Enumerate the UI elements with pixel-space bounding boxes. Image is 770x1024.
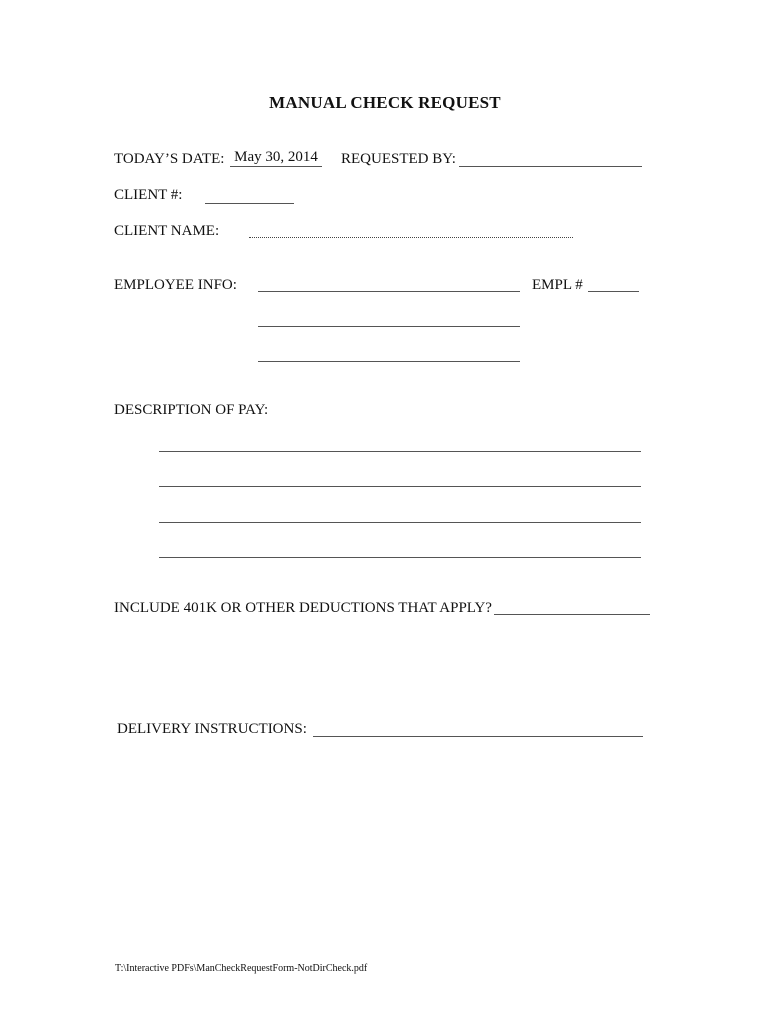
description-underline-1: [159, 451, 641, 452]
client-number-underline: [205, 203, 294, 204]
description-underline-4: [159, 557, 641, 558]
form-title: MANUAL CHECK REQUEST: [269, 93, 501, 112]
employee-info-underline-2: [258, 326, 520, 327]
empl-number-underline: [588, 291, 639, 292]
client-name-label: CLIENT NAME:: [114, 223, 220, 239]
description-of-pay-label: DESCRIPTION OF PAY:: [114, 402, 269, 418]
footer-file-path: T:\Interactive PDFs\ManCheckRequestForm-NotDirCheck.pdf: [115, 963, 368, 974]
description-underline-3: [159, 522, 641, 523]
delivery-instructions-label: DELIVERY INSTRUCTIONS:: [117, 721, 307, 737]
requested-by-label: REQUESTED BY:: [341, 151, 456, 167]
employee-info-underline-1: [258, 291, 520, 292]
description-underline-2: [159, 486, 641, 487]
todays-date-underline: [230, 166, 322, 167]
todays-date-label: TODAY’S DATE:: [114, 151, 225, 167]
todays-date-field[interactable]: May 30, 2014: [234, 149, 318, 165]
deductions-underline: [494, 614, 650, 615]
empl-number-label: EMPL #: [532, 277, 583, 293]
employee-info-underline-3: [258, 361, 520, 362]
employee-info-label: EMPLOYEE INFO:: [114, 277, 237, 293]
client-name-underline: [249, 237, 573, 238]
requested-by-underline: [459, 166, 642, 167]
client-number-label: CLIENT #:: [114, 187, 183, 203]
delivery-instructions-underline: [313, 736, 643, 737]
deductions-label: INCLUDE 401K OR OTHER DEDUCTIONS THAT APPLY?: [114, 600, 492, 616]
